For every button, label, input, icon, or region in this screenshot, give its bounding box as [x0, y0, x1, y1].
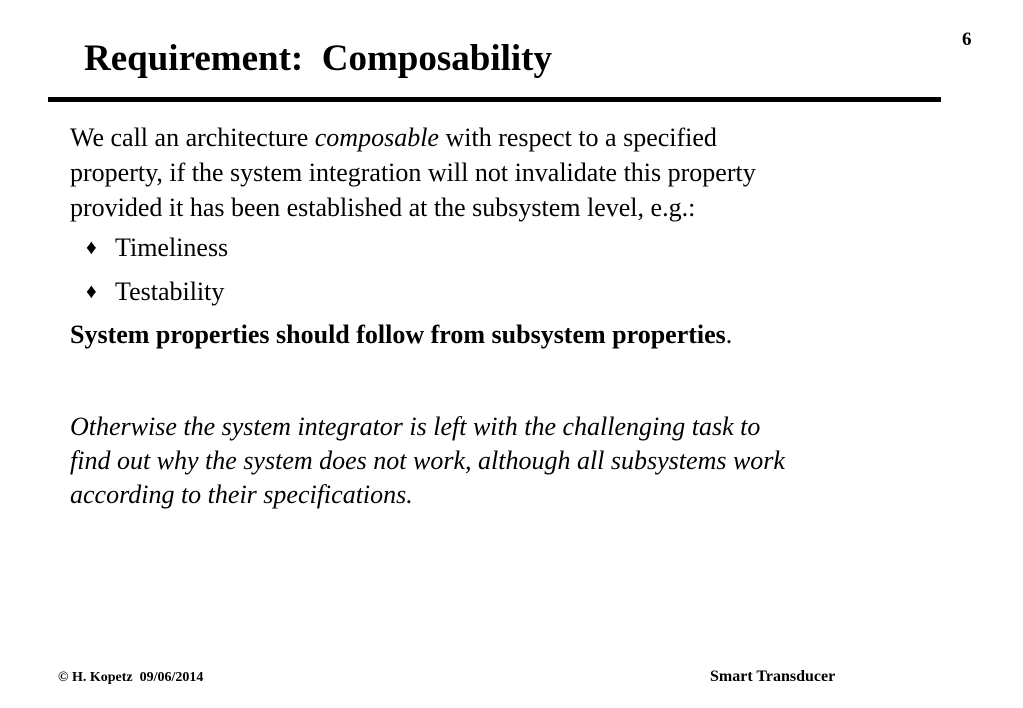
diamond-bullet-icon: ♦ [86, 235, 97, 259]
list-item-label: Testability [115, 277, 225, 306]
composable-term: composable [314, 123, 439, 152]
title-divider [48, 97, 941, 102]
list-item-timeliness [70, 230, 970, 274]
slide-title: Requirement: Composability [84, 38, 552, 79]
intro-paragraph [70, 120, 970, 225]
key-statement [70, 318, 970, 352]
key-statement-period: . [725, 320, 733, 349]
footer-author: © H. Kopetz 09/06/2014 [58, 670, 204, 685]
key-statement-text: System properties should follow from subsystem properties [70, 320, 726, 349]
intro-text-start: We call an architecture [70, 123, 315, 152]
footer-topic: Smart Transducer [710, 668, 836, 685]
list-item-testability [70, 274, 970, 318]
page-number: 6 [962, 29, 972, 50]
diamond-bullet-icon: ♦ [86, 279, 97, 303]
intro-text-end: with respect to a specified property, if the system integration will not invalidate this property provided it has been established at the subsystem level, e.g.: [70, 123, 756, 222]
list-item-label: Timeliness [115, 233, 229, 262]
property-list [70, 230, 970, 318]
slide-content [70, 120, 970, 512]
closing-paragraph: Otherwise the system integrator is left with the challenging task to find out why the system does not work, although all subsystems work according to their specifications. [70, 412, 785, 509]
